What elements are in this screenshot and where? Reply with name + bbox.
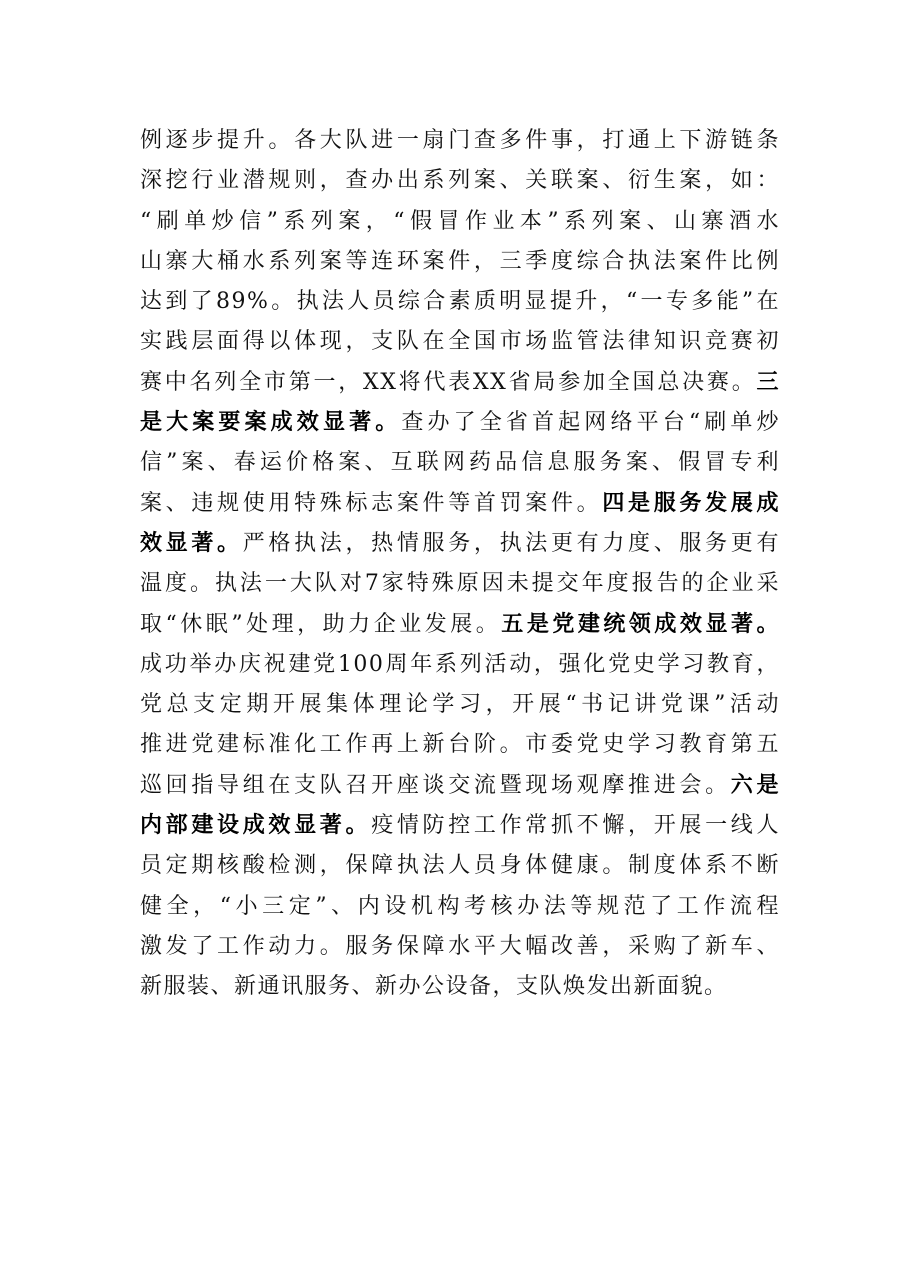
body-paragraph (140, 121, 780, 1008)
text-segment: 新服装、新通讯服务、新办公设备，支队焕发出新面貌。 (140, 974, 728, 1000)
text-line (140, 161, 780, 201)
text-line (140, 322, 780, 362)
text-segment: 深挖行业潜规则，查办出系列案、关联案、衍生案，如： (140, 168, 780, 194)
text-line (140, 645, 780, 685)
bold-heading-text: 四是服务发展成 (602, 490, 780, 516)
text-line (140, 121, 780, 161)
text-segment: 例逐步提升。各大队进一扇门查多件事，打通上下游链条 (140, 128, 780, 153)
bold-heading-text: 三 (756, 369, 780, 395)
text-line (140, 806, 780, 846)
text-segment: 党总支定期开展集体理论学习，开展“书记讲党课”活动 (140, 692, 780, 718)
text-segment: 温度。执法一大队对7家特殊原因未提交年度报告的企业采 (140, 571, 780, 597)
text-segment: 实践层面得以体现，支队在全国市场监管法律知识竞赛初 (140, 329, 780, 355)
text-segment: 信”案、春运价格案、互联网药品信息服务案、假冒专利 (140, 450, 780, 476)
text-segment: 巡回指导组在支队召开座谈交流暨现场观摩推进会。 (140, 772, 731, 798)
text-line (140, 242, 780, 282)
bold-heading-text: 内部建设成效显著。 (140, 813, 372, 839)
text-segment: 山寨大桶水系列案等连环案件，三季度综合执法案件比例 (140, 248, 780, 274)
text-line (140, 564, 780, 604)
text-line (140, 605, 780, 645)
text-segment: 成功举办庆祝建党100周年系列活动，强化党史学习教育， (140, 651, 780, 677)
text-segment: 案、违规使用特殊标志案件等首罚案件。 (140, 490, 603, 516)
text-line (140, 282, 780, 322)
bold-heading-text: 效显著。 (140, 530, 243, 556)
text-line (140, 524, 780, 564)
text-segment: 严格执法，热情服务，执法更有力度、服务更有 (242, 530, 780, 556)
bold-heading-text: 是大案要案成效显著。 (140, 410, 402, 436)
text-segment: 激发了工作动力。服务保障水平大幅改善，采购了新车、 (140, 933, 780, 959)
text-line (140, 725, 780, 765)
text-line (140, 927, 780, 967)
text-segment: 取“休眠”处理，助力企业发展。 (140, 611, 502, 637)
text-line (140, 685, 780, 725)
bold-heading-text: 五是党建统领成效显著。 (501, 611, 780, 637)
text-segment: 健全，“小三定”、内设机构考核办法等规范了工作流程 (140, 893, 780, 919)
text-line (140, 887, 780, 927)
text-line (140, 967, 780, 1007)
text-line (140, 766, 780, 806)
text-line (140, 202, 780, 242)
text-segment: 疫情防控工作常抓不懈，开展一线人 (371, 813, 780, 839)
text-segment: 查办了全省首起网络平台“刷单炒 (401, 410, 780, 436)
text-line (140, 484, 780, 524)
text-segment: 员定期核酸检测，保障执法人员身体健康。制度体系不断 (140, 853, 780, 879)
text-segment: “刷单炒信”系列案，“假冒作业本”系列案、山寨酒水 (140, 208, 780, 234)
text-segment: 推进党建标准化工作再上新台阶。市委党史学习教育第五 (140, 732, 780, 758)
bold-heading-text: 六是 (730, 772, 780, 798)
text-segment: 赛中名列全市第一，XX将代表XX省局参加全国总决赛。 (140, 369, 757, 395)
text-segment: 达到了89%。执法人员综合素质明显提升，“一专多能”在 (140, 289, 780, 315)
text-line (140, 363, 780, 403)
text-line (140, 443, 780, 483)
text-line (140, 846, 780, 886)
text-line (140, 403, 780, 443)
